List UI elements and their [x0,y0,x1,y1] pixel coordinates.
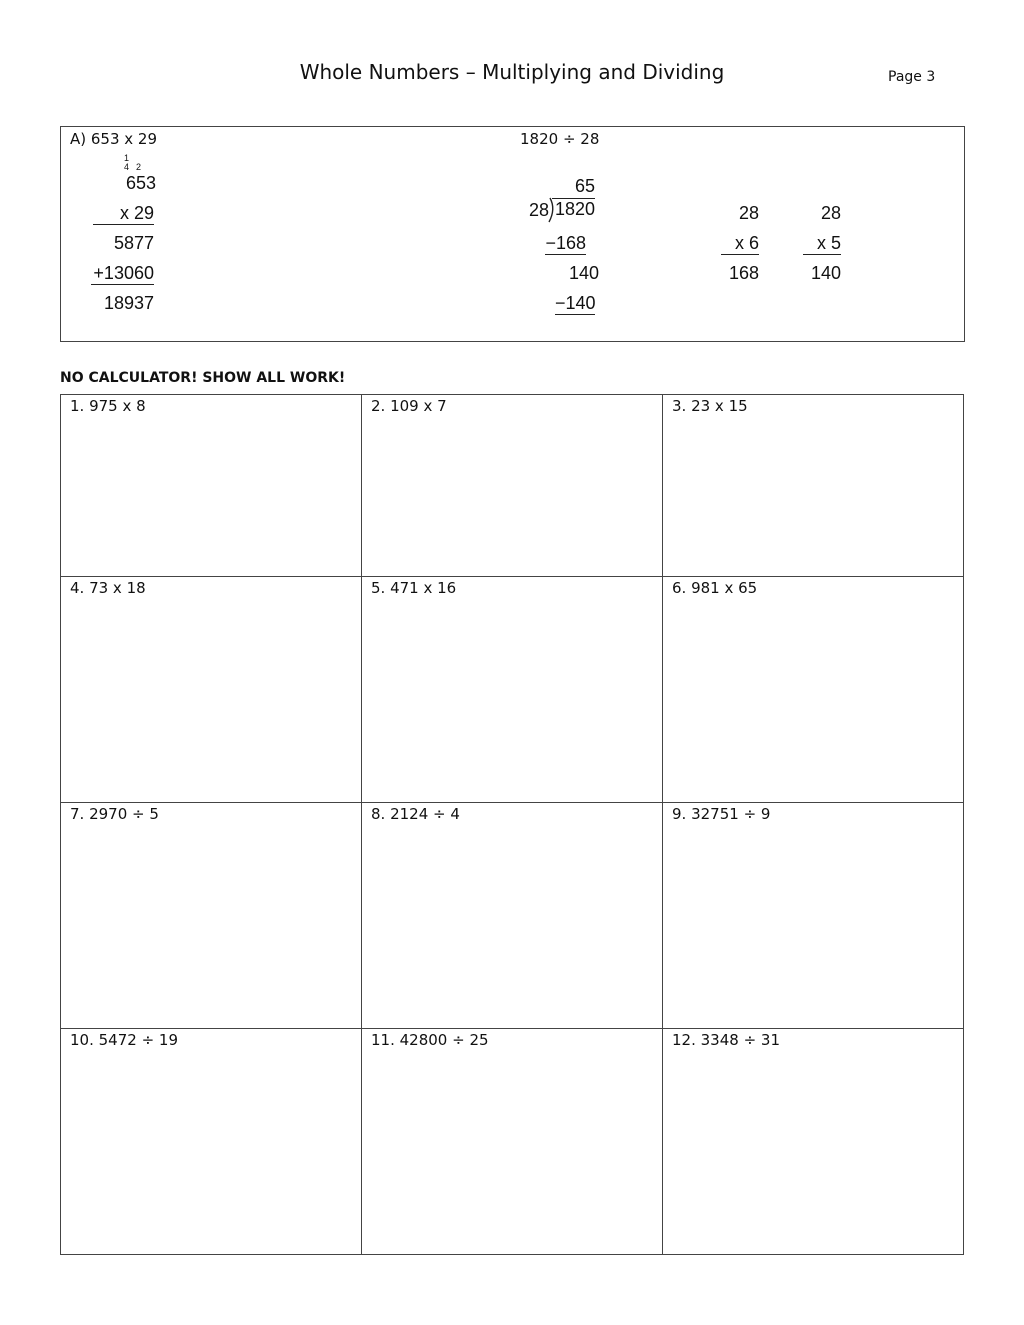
mult-partial-2: +13060 [91,263,154,285]
carry-top: 1 [124,153,130,163]
problem-cell[interactable] [362,395,663,577]
problem-cell[interactable] [61,395,362,577]
carry-a: 4 [124,162,130,172]
problem-cell[interactable] [663,577,964,803]
instructions: NO CALCULATOR! SHOW ALL WORK! [60,370,346,386]
mult-multiplier: x 29 [93,203,154,225]
div-remainder-1: 140 [568,263,599,283]
side1-multiplier: x 6 [721,233,759,255]
carry-b: 2 [136,162,142,172]
problem-cell[interactable] [663,803,964,1029]
mult-partial-1: 5877 [113,233,154,253]
problem-label: 9. 32751 ÷ 9 [672,805,771,823]
example-box [60,126,965,342]
problem-cell[interactable] [663,395,964,577]
problem-label: 11. 42800 ÷ 25 [371,1031,489,1049]
problem-label: 3. 23 x 15 [672,397,748,415]
div-dividend: 1820 [552,198,595,220]
page-number: Page 3 [888,69,936,85]
div-subtract-1: −168 [545,233,586,253]
problem-label: 4. 73 x 18 [70,579,146,597]
problem-cell[interactable] [663,1029,964,1255]
side2-multiplier: x 5 [803,233,841,255]
problem-grid [60,394,964,1255]
problem-label: 1. 975 x 8 [70,397,146,415]
div-divisor: 28 [528,200,549,220]
side2-top: 28 [820,203,841,223]
problem-cell[interactable] [362,577,663,803]
problem-cell[interactable] [61,1029,362,1255]
mult-result: 18937 [103,293,154,313]
problem-label: 6. 981 x 65 [672,579,758,597]
side1-result: 168 [728,263,759,283]
div-quotient: 65 [574,176,595,196]
problem-cell[interactable] [362,803,663,1029]
example-mult-label: A) 653 x 29 [70,130,158,148]
example-div-label: 1820 ÷ 28 [520,130,600,148]
problem-cell[interactable] [362,1029,663,1255]
problem-label: 8. 2124 ÷ 4 [371,805,460,823]
problem-cell[interactable] [61,577,362,803]
mult-top-number: 653 [125,173,156,193]
problem-cell[interactable] [61,803,362,1029]
div-subtract-2: −140 [555,293,596,313]
problem-label: 2. 109 x 7 [371,397,447,415]
problem-label: 12. 3348 ÷ 31 [672,1031,780,1049]
side2-result: 140 [810,263,841,283]
problem-label: 10. 5472 ÷ 19 [70,1031,178,1049]
side1-top: 28 [738,203,759,223]
problem-label: 7. 2970 ÷ 5 [70,805,159,823]
page-title: Whole Numbers – Multiplying and Dividing [299,60,725,84]
problem-label: 5. 471 x 16 [371,579,457,597]
